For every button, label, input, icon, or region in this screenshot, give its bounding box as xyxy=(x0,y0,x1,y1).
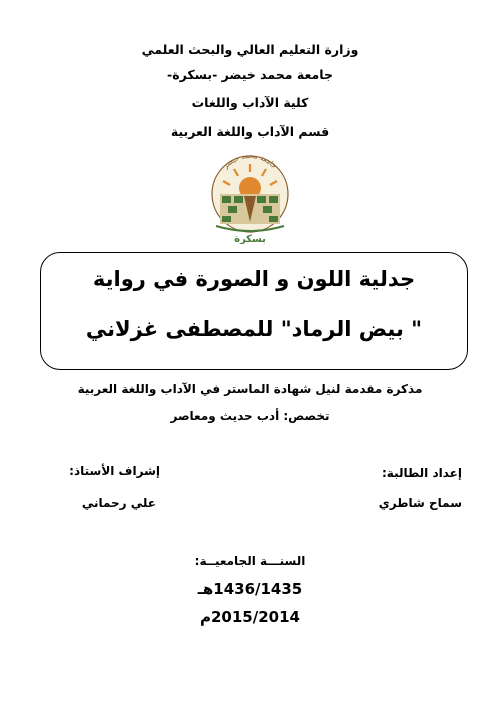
university-line: جامعة محمد خيضر -بسكرة- xyxy=(167,67,333,82)
academic-year-hijri: 1436/1435هـ xyxy=(197,580,303,598)
title-line-1: جدلية اللون و الصورة في رواية xyxy=(92,267,416,291)
logo-top-text: جامعة محمد خيضر xyxy=(221,151,279,171)
academic-year-gregorian: 2015/2014م xyxy=(200,608,300,626)
supervisor-name: علي رحماني xyxy=(81,496,156,510)
ministry-line: وزارة التعليم العالي والبحث العلمي xyxy=(141,42,359,57)
degree-statement: مذكرة مقدمة لنيل شهادة الماستر في الآداب واللغة العربية xyxy=(77,382,423,396)
university-logo-icon xyxy=(204,150,296,244)
logo-bottom-text: بسكرة xyxy=(234,234,266,244)
student-name: سماح شاطري xyxy=(378,496,462,510)
department-line: قسم الآداب واللغة العربية xyxy=(170,124,330,139)
faculty-line: كلية الآداب واللغات xyxy=(191,95,309,110)
title-box xyxy=(40,252,468,370)
title-line-2: " بيض الرماد" للمصطفى غزلاني xyxy=(85,317,423,341)
specialty-line: تخصص: أدب حديث ومعاصر xyxy=(170,409,330,423)
academic-year-label: السنـــة الجامعيــة: xyxy=(194,554,306,568)
supervisor-label: إشراف الأستاذ: xyxy=(69,464,160,478)
student-label: إعداد الطالبة: xyxy=(382,466,462,480)
